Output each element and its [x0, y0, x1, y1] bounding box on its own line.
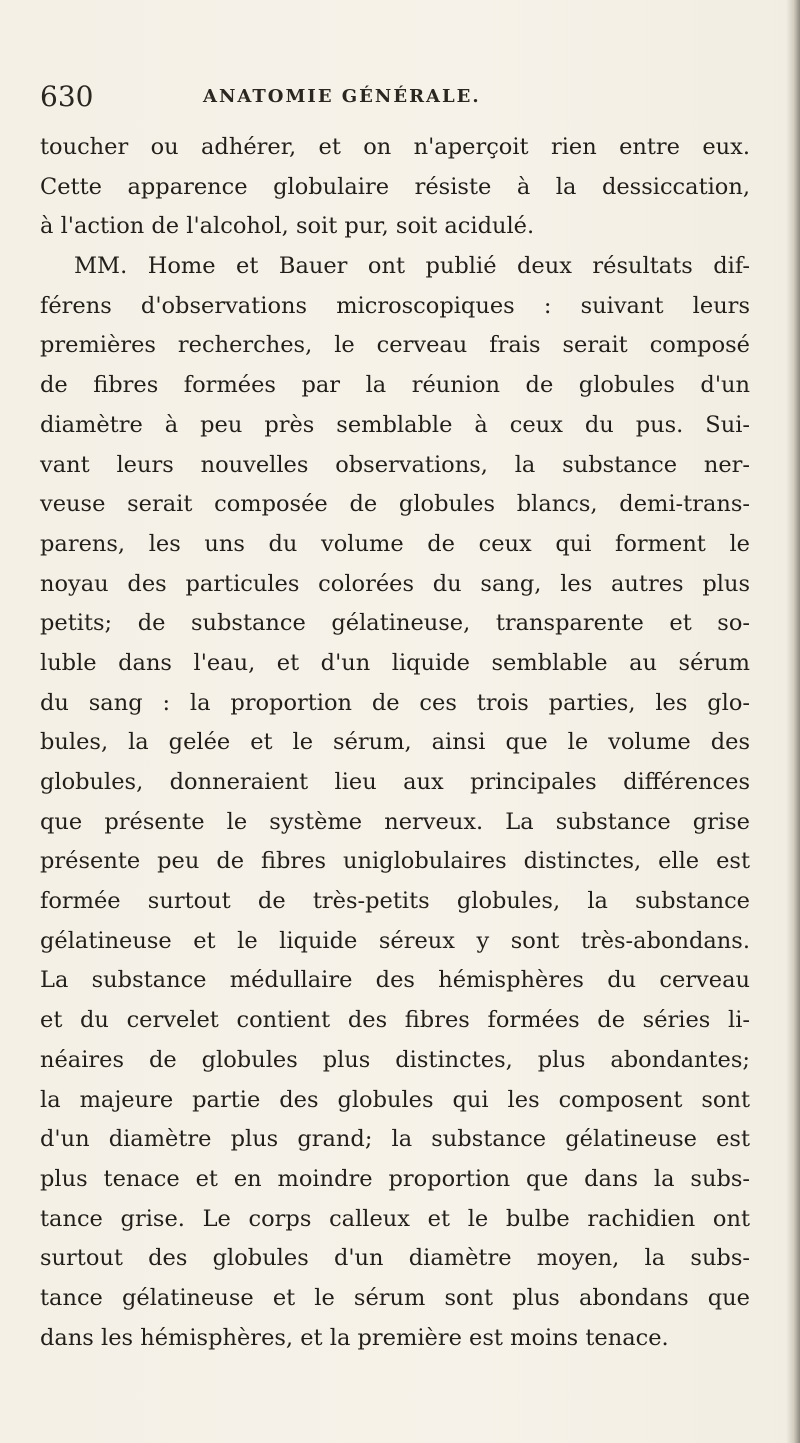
text-line: férens d'observations microscopiques : suivant leurs: [40, 292, 750, 319]
text-line: premières recherches, le cerveau frais serait composé: [40, 332, 750, 359]
text-line: et du cervelet contient des fibres formées de séries li-: [40, 1007, 750, 1034]
text-line: tance gélatineuse et le sérum sont plus abondans que: [40, 1284, 750, 1311]
text-line: tance grise. Le corps calleux et le bulbe rachidien ont: [40, 1205, 750, 1232]
page-number: 630: [40, 80, 94, 113]
text-line: à l'action de l'alcohol, soit pur, soit acidulé.: [40, 213, 535, 240]
text-line: La substance médullaire des hémisphères du cerveau: [40, 967, 750, 994]
text-line: présente peu de fibres uniglobulaires distinctes, elle est: [40, 848, 750, 875]
text-line: de fibres formées par la réunion de globules d'un: [40, 372, 750, 399]
body-text: [40, 128, 750, 1358]
text-line: toucher ou adhérer, et on n'aperçoit rien entre eux.: [40, 134, 750, 160]
text-line: parens, les uns du volume de ceux qui forment le: [40, 530, 750, 557]
text-line: MM. Home et Bauer ont publié deux résultats dif-: [74, 253, 750, 280]
text-line: la majeure partie des globules qui les composent sont: [40, 1086, 750, 1113]
running-head: ANATOMIE GÉNÉRALE.: [203, 86, 481, 107]
page-header: [40, 72, 740, 120]
text-line: que présente le système nerveux. La substance grise: [40, 808, 750, 835]
text-line: plus tenace et en moindre proportion que dans la subs-: [40, 1165, 750, 1192]
text-line: Cette apparence globulaire résiste à la dessiccation,: [40, 173, 750, 200]
text-line: noyau des particules colorées du sang, les autres plus: [40, 570, 750, 597]
text-line: formée surtout de très-petits globules, la substance: [40, 888, 750, 915]
text-line: diamètre à peu près semblable à ceux du pus. Sui-: [40, 411, 750, 438]
page-edge-shadow: [786, 0, 800, 1443]
text-line: luble dans l'eau, et d'un liquide semblable au sérum: [40, 649, 750, 676]
text-line: vant leurs nouvelles observations, la substance ner-: [40, 451, 750, 478]
text-line: globules, donneraient lieu aux principales différences: [40, 769, 750, 795]
text-line: gélatineuse et le liquide séreux y sont très-abondans.: [40, 927, 750, 954]
text-line: petits; de substance gélatineuse, transparente et so-: [40, 610, 750, 637]
text-line: du sang : la proportion de ces trois parties, les glo-: [40, 689, 750, 716]
text-line: surtout des globules d'un diamètre moyen, la subs-: [40, 1245, 750, 1272]
text-line: d'un diamètre plus grand; la substance gélatineuse est: [40, 1126, 750, 1153]
text-line: bules, la gelée et le sérum, ainsi que le volume des: [40, 729, 750, 756]
text-line: veuse serait composée de globules blancs, demi-trans-: [40, 491, 750, 518]
text-line: néaires de globules plus distinctes, plus abondantes;: [40, 1046, 750, 1073]
text-line: dans les hémisphères, et la première est moins tenace.: [40, 1324, 669, 1351]
